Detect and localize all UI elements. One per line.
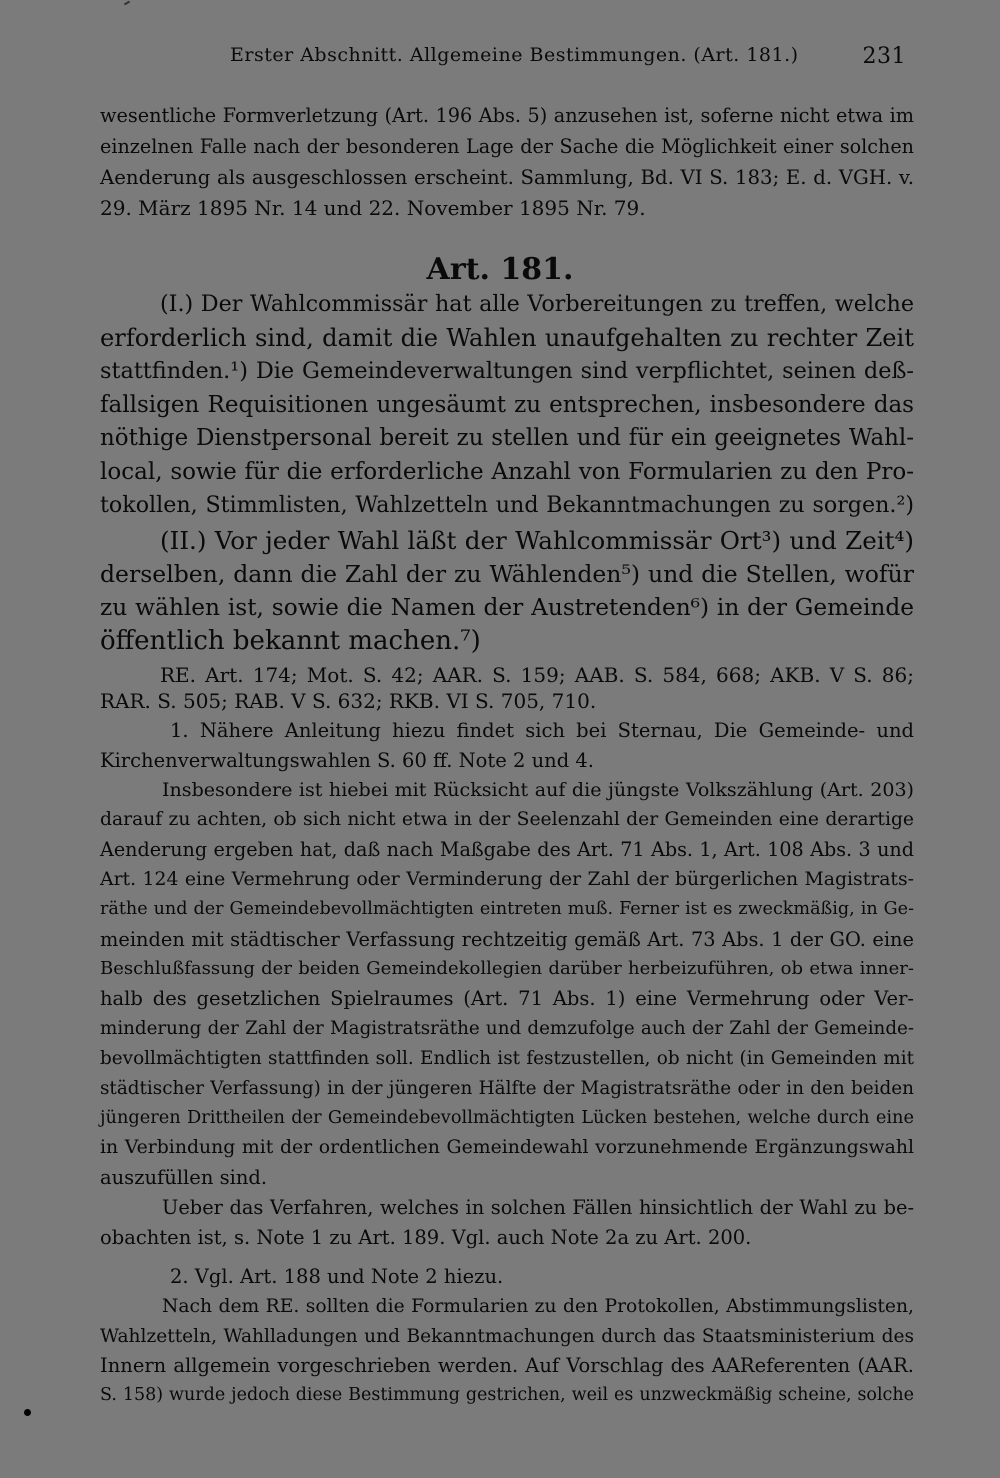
article-heading: Art. 181. (426, 252, 574, 287)
text-line: zu wählen ist, sowie die Namen der Austretenden⁶) in der Gemeinde (100, 594, 914, 621)
header-title: Erster Abschnitt. Allgemeine Bestimmungen. (Art. 181.) (230, 44, 799, 66)
page-number: 231 (862, 44, 906, 69)
text-line: S. 158) wurde jedoch diese Bestimmung gestrichen, weil es unzweckmäßig scheine, solche (100, 1385, 914, 1406)
text-line: bevollmächtigten stattfinden soll. Endlich ist festzustellen, ob nicht (in Gemeinden mit (100, 1047, 914, 1069)
text-line: Art. 124 eine Vermehrung oder Verminderung der Zahl der bürgerlichen Magistrats- (100, 868, 914, 890)
text-line: Nach dem RE. sollten die Formularien zu den Protokollen, Abstimmungslisten, (162, 1295, 914, 1317)
text-line: stattfinden.¹) Die Gemeindeverwaltungen sind verpflichtet, seinen deß- (100, 358, 914, 384)
text-line: wesentliche Formverletzung (Art. 196 Abs. 5) anzusehen ist, soferne nicht etwa im (100, 104, 914, 127)
text-line: einzelnen Falle nach der besonderen Lage der Sache die Möglichkeit einer solchen (100, 135, 914, 158)
text-line: 1. Nähere Anleitung hiezu findet sich bei Sternau, Die Gemeinde- und (170, 719, 914, 742)
ink-speck (24, 1409, 31, 1416)
scan-mark (124, 1, 130, 6)
text-line: erforderlich sind, damit die Wahlen unaufgehalten zu rechter Zeit (100, 323, 914, 352)
note-1 (100, 716, 914, 1252)
text-line: nöthige Dienstpersonal bereit zu stellen und für ein geeignetes Wahl- (100, 425, 914, 451)
text-line: Ueber das Verfahren, welches in solchen Fällen hinsichtlich der Wahl zu be- (162, 1195, 914, 1219)
text-line: darauf zu achten, ob sich nicht etwa in der Seelenzahl der Gemeinden eine derartige (100, 809, 914, 831)
text-line: Aenderung ergeben hat, daß nach Maßgabe des Art. 71 Abs. 1, Art. 108 Abs. 3 und (100, 838, 914, 862)
text-line: halb des gesetzlichen Spielraumes (Art. 71 Abs. 1) eine Vermehrung oder Ver- (100, 987, 914, 1011)
text-line: räthe und der Gemeindebevollmächtigten eintreten muß. Ferner ist es zweckmäßig, in Ge- (100, 898, 914, 919)
text-line: obachten ist, s. Note 1 zu Art. 189. Vgl. auch Note 2a zu Art. 200. (100, 1225, 752, 1249)
text-line: local, sowie für die erforderliche Anzahl von Formularien zu den Pro- (100, 458, 914, 485)
text-line: auszufüllen sind. (100, 1165, 268, 1189)
text-line: Kirchenverwaltungswahlen S. 60 ff. Note 2 und 4. (100, 748, 595, 772)
text-line: in Verbindung mit der ordentlichen Gemeindewahl vorzunehmende Ergänzungswahl (100, 1137, 914, 1159)
text-line: Beschlußfassung der beiden Gemeindekollegien darüber herbeizuführen, ob etwa inner- (100, 958, 914, 980)
text-line: (II.) Vor jeder Wahl läßt der Wahlcommissär Ort³) und Zeit⁴) (160, 526, 914, 555)
text-line: (I.) Der Wahlcommissär hat alle Vorbereitungen zu treffen, welche (160, 291, 914, 317)
text-line: RAR. S. 505; RAB. V S. 632; RKB. VI S. 705, 710. (100, 689, 597, 713)
text-line: städtischer Verfassung) in der jüngeren Hälfte der Magistratsräthe oder in den beiden (100, 1077, 914, 1099)
text-line: tokollen, Stimmlisten, Wahlzetteln und Bekanntmachungen zu sorgen.²) (100, 492, 914, 518)
text-line: Insbesondere ist hiebei mit Rücksicht auf die jüngste Volkszählung (Art. 203) (162, 778, 914, 801)
text-line: Aenderung als ausgeschlossen erscheint. Sammlung, Bd. VI S. 183; E. d. VGH. v. (100, 166, 914, 189)
text-line: meinden mit städtischer Verfassung rechtzeitig gemäß Art. 73 Abs. 1 der GO. eine (100, 927, 914, 951)
text-line: derselben, dann die Zahl der zu Wählenden⁵) und die Stellen, wofür (100, 559, 914, 588)
intro-paragraph (100, 100, 914, 224)
text-line: Wahlzetteln, Wahlladungen und Bekanntmachungen durch das Staatsministerium des (100, 1325, 914, 1347)
text-line: jüngeren Drittheilen der Gemeindebevollmächtigten Lücken bestehen, welche durch eine (100, 1107, 914, 1129)
text-line: fallsigen Requisitionen ungesäumt zu entsprechen, insbesondere das (100, 391, 914, 418)
text-line: 2. Vgl. Art. 188 und Note 2 hiezu. (170, 1265, 504, 1288)
article-paragraph-2 (100, 524, 914, 658)
text-line: 29. März 1895 Nr. 14 und 22. November 1895 Nr. 79. (100, 196, 646, 220)
article-paragraph-1 (100, 288, 914, 523)
text-line: Innern allgemein vorgeschrieben werden. Auf Vorschlag des AAReferenten (AAR. (100, 1354, 914, 1378)
running-header (230, 44, 910, 74)
text-line: öffentlich bekannt machen.⁷) (100, 625, 481, 656)
note-2 (100, 1262, 914, 1411)
text-line: minderung der Zahl der Magistratsräthe und demzufolge auch der Zahl der Gemeinde- (100, 1017, 914, 1039)
text-line: RE. Art. 174; Mot. S. 42; AAR. S. 159; AAB. S. 584, 668; AKB. V S. 86; (160, 663, 914, 687)
reference-list (100, 662, 914, 714)
